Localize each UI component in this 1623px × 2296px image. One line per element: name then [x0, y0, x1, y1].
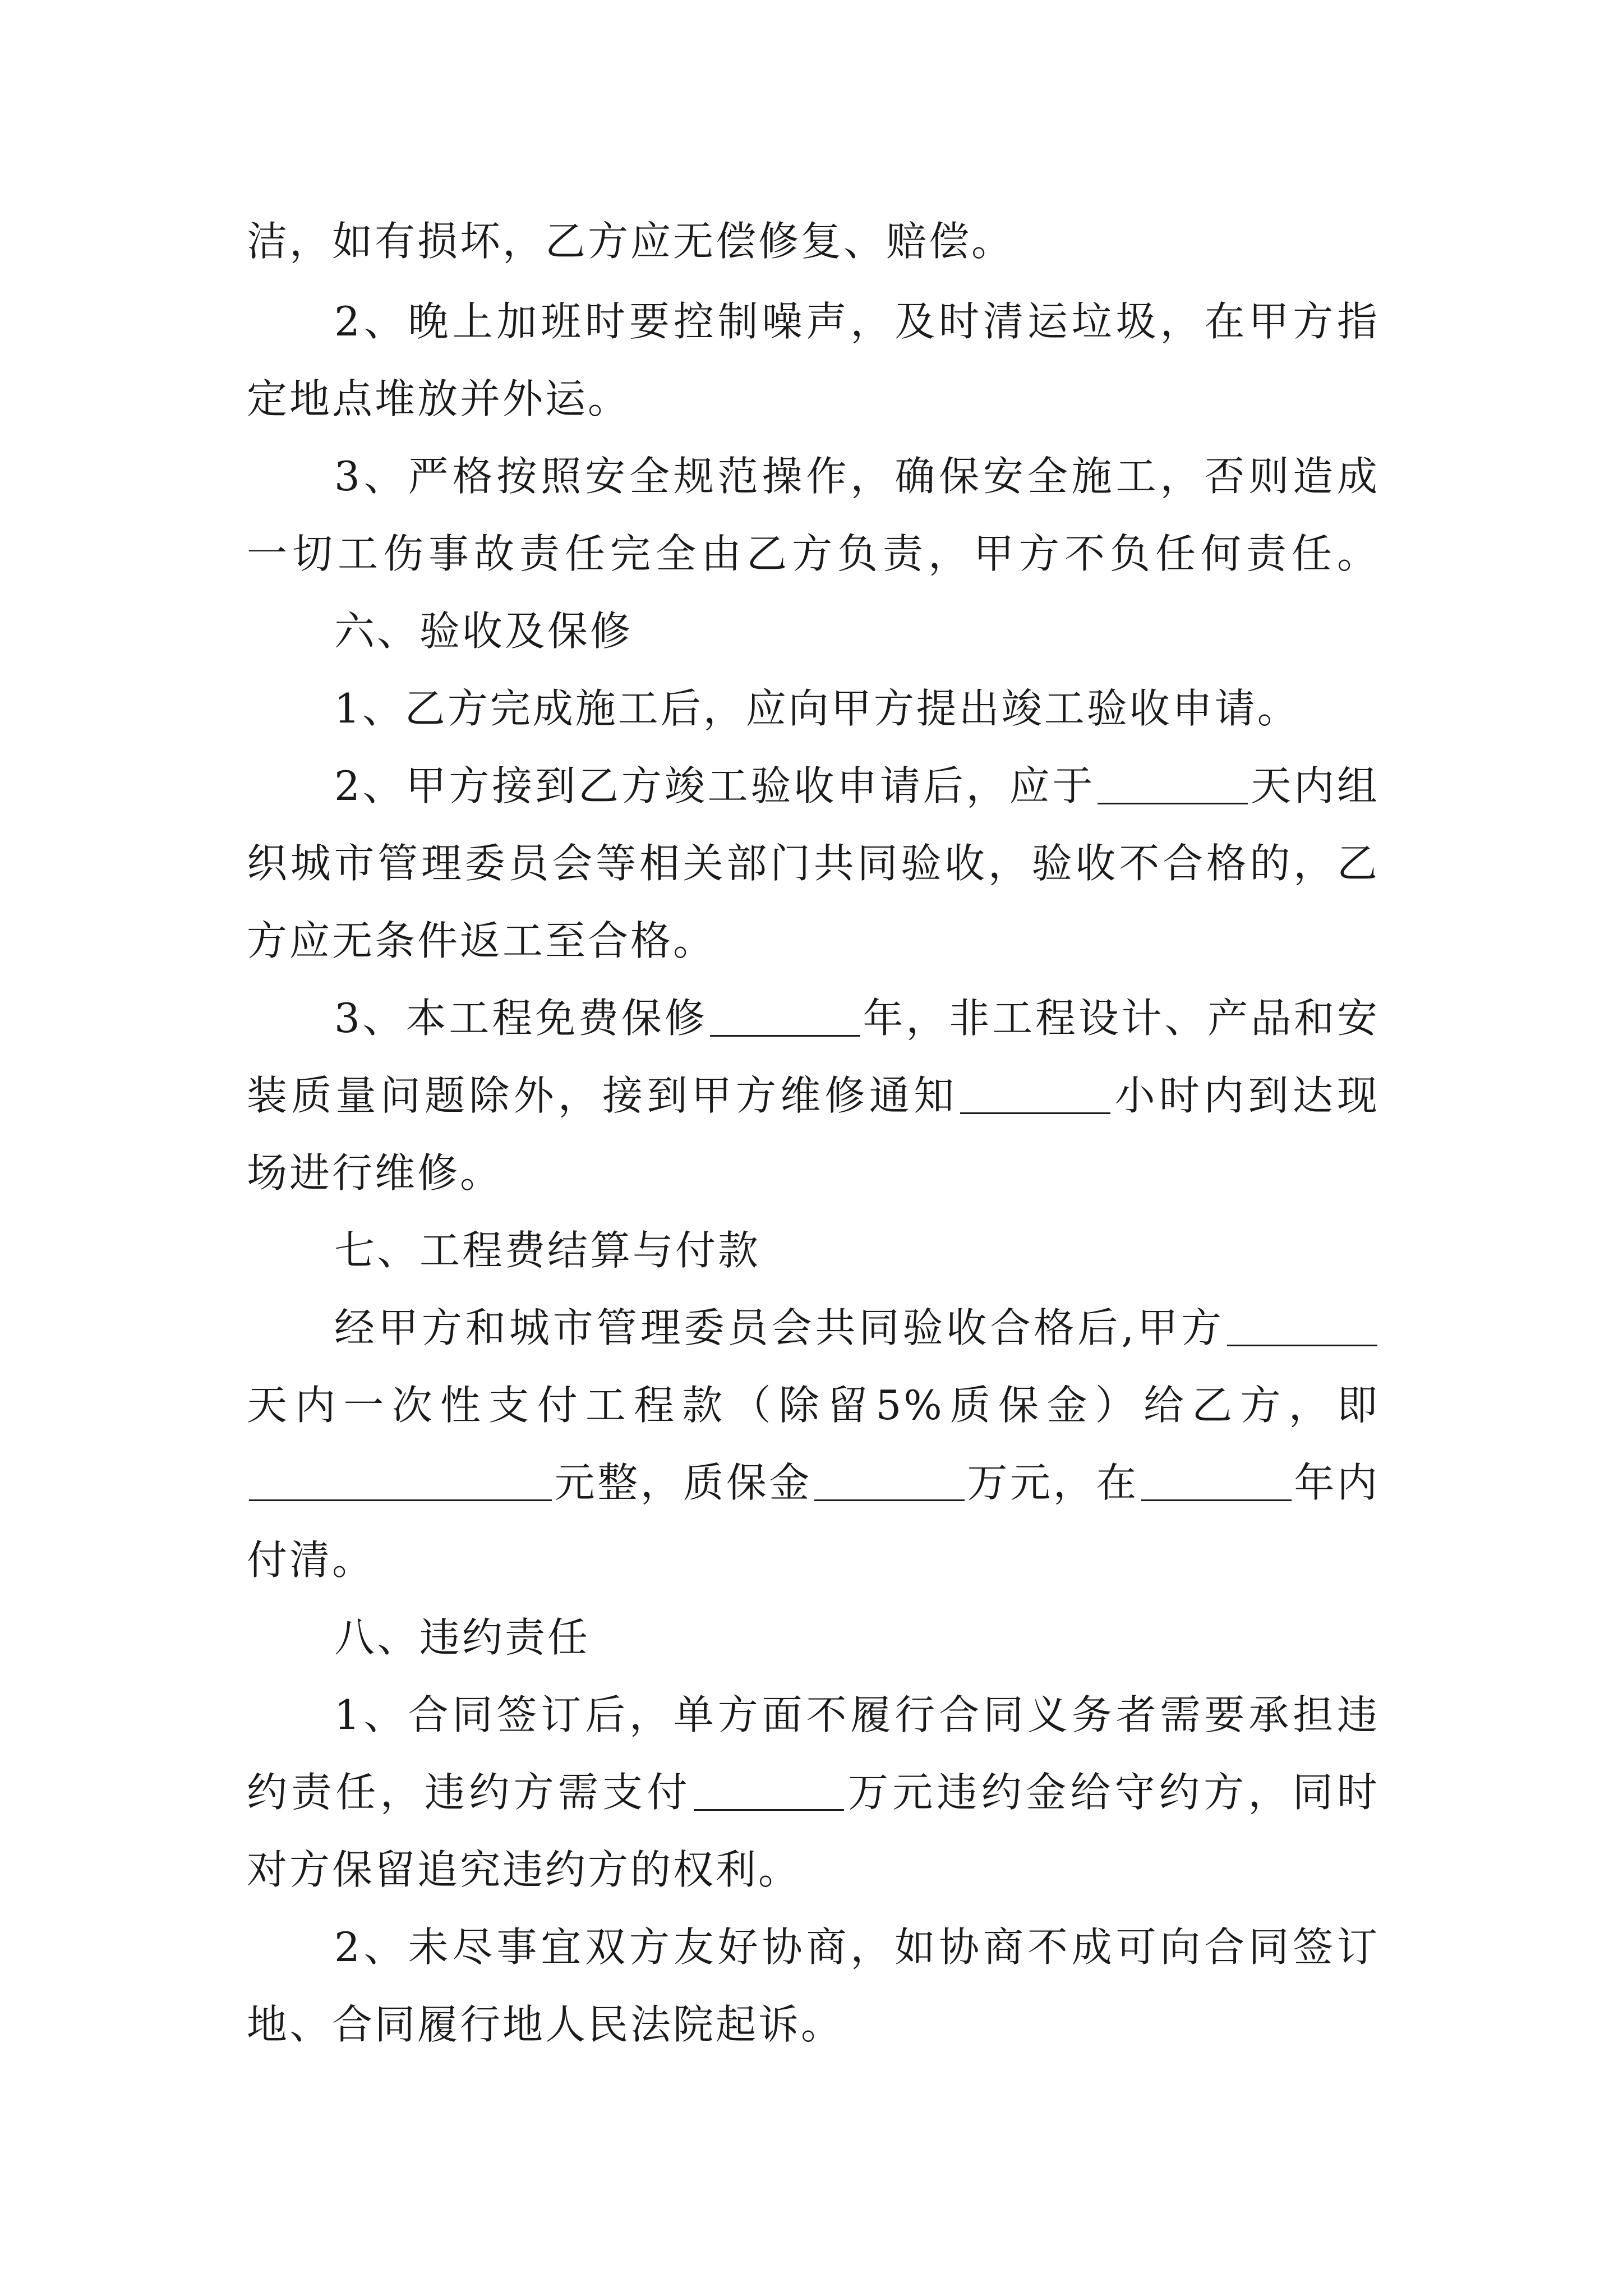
paragraph-line: 地、合同履行地人民法院起诉。 — [247, 2001, 844, 2048]
fill-in-blank[interactable] — [710, 995, 860, 1037]
paragraph-line: 天内一次性支付工程款（除留5%质保金）给乙方，即 — [247, 1382, 1380, 1429]
line-segment: 2、甲方接到乙方竣工验收申请后，应于 — [334, 762, 1096, 809]
line-segment: 年内 — [1293, 1459, 1380, 1506]
line-segment: 天内组 — [1250, 762, 1380, 809]
fill-in-blank[interactable] — [249, 1459, 552, 1501]
paragraph-line — [247, 1446, 1380, 1519]
paragraph-line: 1、乙方完成施工后，应向甲方提出竣工验收申请。 — [334, 685, 1300, 732]
paragraph-line: 方应无条件返工至合格。 — [247, 917, 716, 964]
line-segment: 装质量问题除外，接到甲方维修通知 — [247, 1072, 958, 1119]
fill-in-blank[interactable] — [1141, 1459, 1292, 1501]
paragraph-line — [334, 1291, 1380, 1364]
paragraph-line: 对方保留追究违约方的权利。 — [247, 1846, 801, 1893]
paragraph-line: 1、合同签订后，单方面不履行合同义务者需要承担违 — [334, 1691, 1380, 1738]
section-heading: 六、验收及保修 — [334, 608, 633, 655]
line-segment: 万元违约金给守约方，同时 — [846, 1769, 1380, 1816]
section-heading: 八、违约责任 — [334, 1614, 591, 1661]
line-segment: 小时内到达现 — [1113, 1072, 1380, 1119]
paragraph-line: 付清。 — [247, 1536, 375, 1584]
fill-in-blank[interactable] — [1098, 762, 1248, 804]
paragraph-line: 2、晚上加班时要控制噪声，及时清运垃圾，在甲方指 — [334, 298, 1380, 345]
paragraph-line: 2、未尽事宜双方友好协商，如协商不成可向合同签订 — [334, 1924, 1380, 1971]
paragraph-line — [247, 1756, 1380, 1829]
paragraph-line: 一切工伤事故责任完全由乙方负责，甲方不负任何责任。 — [247, 530, 1380, 577]
fill-in-blank[interactable] — [694, 1769, 844, 1811]
paragraph-line — [247, 1059, 1380, 1132]
line-segment: 约责任，违约方需支付 — [247, 1769, 691, 1816]
fill-in-blank[interactable] — [1227, 1304, 1377, 1346]
paragraph-line — [334, 982, 1380, 1055]
paragraph-line: 3、严格按照安全规范操作，确保安全施工，否则造成 — [334, 453, 1380, 500]
paragraph-line: 场进行维修。 — [247, 1149, 503, 1197]
line-segment: 万元，在 — [966, 1459, 1139, 1506]
paragraph-line: 定地点堆放并外运。 — [247, 375, 631, 422]
paragraph-line — [334, 749, 1380, 822]
line-segment: 3、本工程免费保修 — [334, 995, 708, 1042]
line-segment: 元整，质保金 — [554, 1459, 812, 1506]
fill-in-blank[interactable] — [814, 1459, 965, 1501]
line-segment: 年，非工程设计、产品和安 — [862, 995, 1380, 1042]
paragraph-line: 洁，如有损坏，乙方应无偿修复、赔偿。 — [247, 218, 1015, 265]
line-segment: 经甲方和城市管理委员会共同验收合格后,甲方 — [334, 1304, 1225, 1351]
fill-in-blank[interactable] — [960, 1072, 1110, 1114]
section-heading: 七、工程费结算与付款 — [334, 1227, 761, 1274]
paragraph-line: 织城市管理委员会等相关部门共同验收，验收不合格的，乙 — [247, 840, 1380, 887]
